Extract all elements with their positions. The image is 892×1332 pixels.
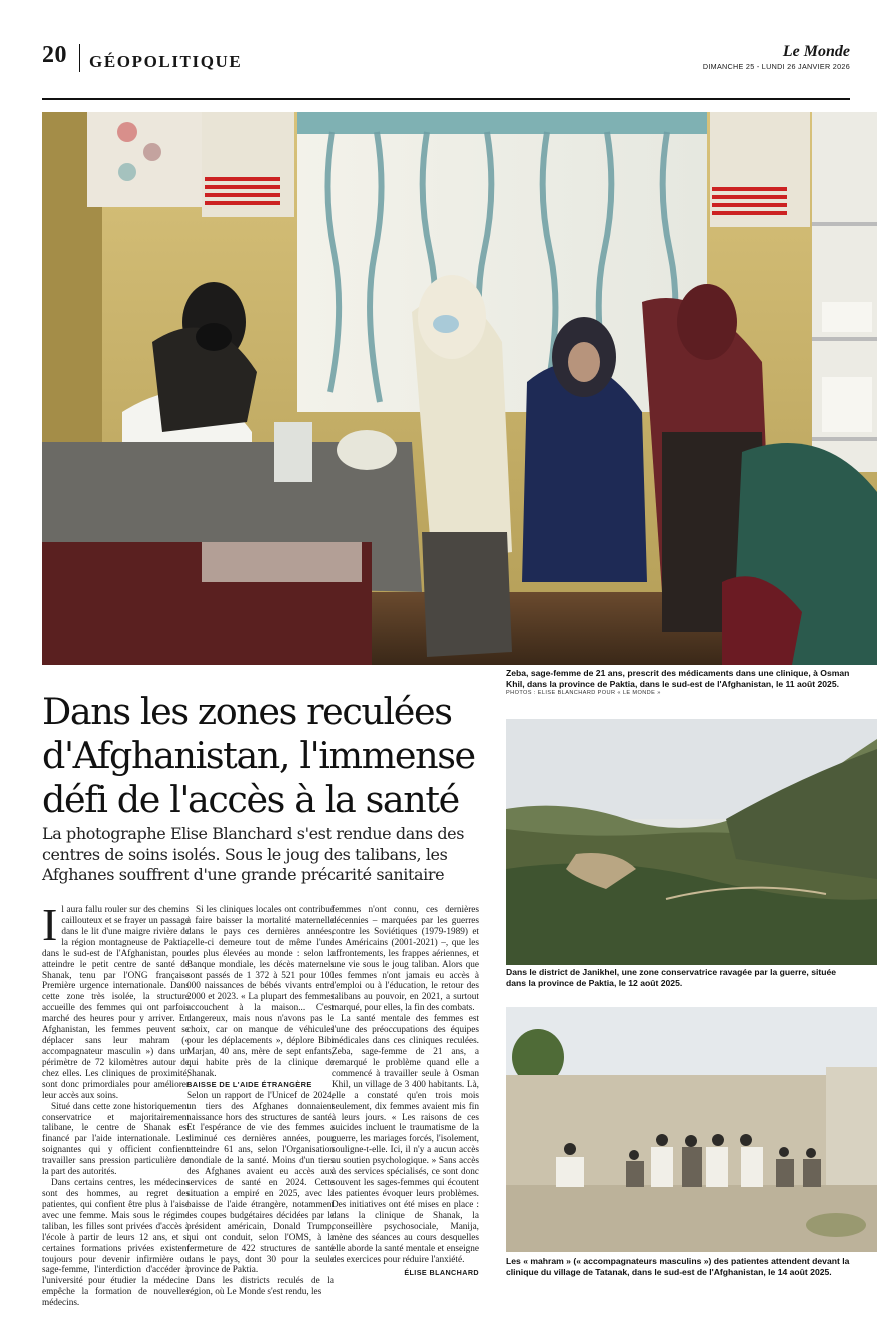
- article-standfirst: La photographe Elise Blanchard s'est rendue dans des centres de soins isolés. Sous le joug des talibans, les Afghanes souffrent d'une grande précarité sanitaire: [42, 824, 465, 884]
- header-rule: [42, 98, 850, 100]
- page-number: 20: [42, 42, 67, 68]
- article-paragraph: Dans certains centres, les médecins sont des hommes, au regret des patientes, qui confient être plus à l'aise avec une femme. Mais sous le régime taliban, les filles sont privées d'accès à l'école à partir de leurs 12 ans, et si certaines formations privées existent toujours pour devenir infirmière ou sage-femme, l'interdiction d'accéder à l'université pour étudier la médecine empêche la formation de nouvelles médecins.: [42, 1178, 189, 1309]
- article-subheading: BAISSE DE L'AIDE ÉTRANGÈRE: [187, 1079, 312, 1089]
- article-paragraph: femmes n'ont connu, ces dernières décennies – marquées par les guerres contre les Soviétiques (1979-1989) et les Américains (2001-2021) –, que les affrontements, les frappes aériennes, et une vie sous le joug taliban. Alors que les femmes n'ont jamais eu accès à l'emploi ou à l'éducation, le retour des talibans au pouvoir, en 2021, a surtout marqué, pour elles, la fin des combats.: [332, 905, 479, 1014]
- issue-date: DIMANCHE 25 - LUNDI 26 JANVIER 2026: [702, 62, 850, 71]
- header-separator: [79, 44, 80, 72]
- courtyard-photo: [506, 1007, 877, 1252]
- article-headline: Dans les zones reculées d'Afghanistan, l'immense défi de l'accès à la santé: [42, 690, 475, 821]
- newspaper-logo: Le Monde: [782, 43, 850, 60]
- section-title: GÉOPOLITIQUE: [89, 52, 243, 71]
- article-paragraph: La santé mentale des femmes est l'une des préoccupations des équipes médicales dans ces cliniques reculées. Zeba, sage-femme de 21 ans, a remarqué le problème quand elle a commencé à travailler seule à Osman Khil, un village de 3 400 habitants. Là, elle a constaté qu'en trois mois seulement, dix femmes avaient mis fin à leurs jours. « Les raisons de ces suicides incluent le traumatisme de la guerre, les mariages forcés, l'isolement, souligne-t-elle. Ici, il n'y a aucun accès au soutien psychologique. » Sans accès à des services spécialisés, ce sont donc souvent les sages-femmes qui écoutent les patientes évoquer leurs problèmes. Des initiatives ont été mises en place : dans la clinique de Shanak, la conseillère psychosociale, Manija, mène des séances au cours desquelles elle aborde la santé mentale et enseigne des exercices pour réduire l'anxiété.: [332, 1014, 479, 1265]
- photo-credit: PHOTOS : ELISE BLANCHARD POUR « LE MONDE »: [506, 690, 661, 696]
- article-byline: ÉLISE BLANCHARD: [404, 1268, 479, 1278]
- article-column-3: [332, 905, 479, 1279]
- main-photo-caption: Zeba, sage-femme de 21 ans, prescrit des médicaments dans une clinique, à Osman Khil, dans la province de Paktia, dans le sud-est de l'Afghanistan, le 11 août 2025.: [506, 668, 850, 689]
- article-paragraph: Dans les districts reculés de la région, où Le Monde s'est rendu, les: [187, 1276, 334, 1298]
- article-paragraph: Situé dans cette zone historiquement conservatrice et majoritairement talibane, le centre de Shanak est financé par l'aide internationale. Les soignantes qui y officient confient travailler sans pression particulière de la part des autorités.: [42, 1101, 189, 1178]
- article-paragraph: Il aura fallu rouler sur des chemins caillouteux et se frayer un passage dans le lit d'une maigre rivière de la région montagneuse de Paktia, dans le sud-est de l'Afghanistan, pour atteindre le petit centre de santé de Shanak, tenu par l'ONG française Première urgence internationale. Dans cette zone très isolée, la structure accueille des femmes qui ont parfois marché des heures pour y arriver. En Afghanistan, les femmes peuvent se déplacer sans leur mahram (« accompagnateur masculin ») dans un périmètre de 72 kilomètres autour de chez elles. Les cliniques de proximité, sont donc primordiales pour améliorer leur accès aux soins.: [42, 899, 189, 1101]
- article-column-2: [187, 905, 334, 1298]
- article-paragraph: Si les cliniques locales ont contribué à faire baisser la mortalité maternelle dans le pays ces dernières années, celle-ci demeure tout de même l'une des plus élevées au monde : selon la Banque mondiale, les décès maternels sont passés de 1 372 à 521 pour 100 000 naissances de bébés vivants entre 2000 et 2023. « La plupart des femmes accouchent à la maison... C'est dangereux, mais nous n'avons pas le choix, car on manque de véhicules pour les déplacements », déplore Bibi Marjan, 40 ans, mère de sept enfants, qui habite près de la clinique de Shanak.: [187, 905, 334, 1079]
- article-paragraph: Selon un rapport de l'Unicef de 2024, un tiers des Afghanes donnaient naissance hors des structures de santé. Et l'espérance de vie des femmes a diminué ces dernières années, pour atteindre 61 ans, selon l'Organisation mondiale de la santé. Moins d'un tiers des Afghanes avaient eu accès aux services de santé en 2024. Cette situation a empiré en 2025, avec la baisse de l'aide étrangère, notamment les coupes budgétaires décidées par le président américain, Donald Trump, qui ont conduit, selon l'OMS, à la fermeture de 422 structures de santé dans le pays, dont 30 pour la seule province de Paktia.: [187, 1090, 334, 1276]
- article-column-1: [42, 899, 189, 1309]
- clinic-photo: [42, 112, 877, 665]
- drop-cap: I: [42, 899, 58, 950]
- landscape-caption: Dans le district de Janikhel, une zone conservatrice ravagée par la guerre, située dans la province de Paktia, le 12 août 2025.: [506, 967, 837, 988]
- courtyard-caption: Les « mahram » (« accompagnateurs masculins ») des patientes attendent devant la clinique du village de Tatanak, dans le sud-est de l'Afghanistan, le 14 août 2025.: [506, 1256, 850, 1277]
- landscape-photo: [506, 719, 877, 965]
